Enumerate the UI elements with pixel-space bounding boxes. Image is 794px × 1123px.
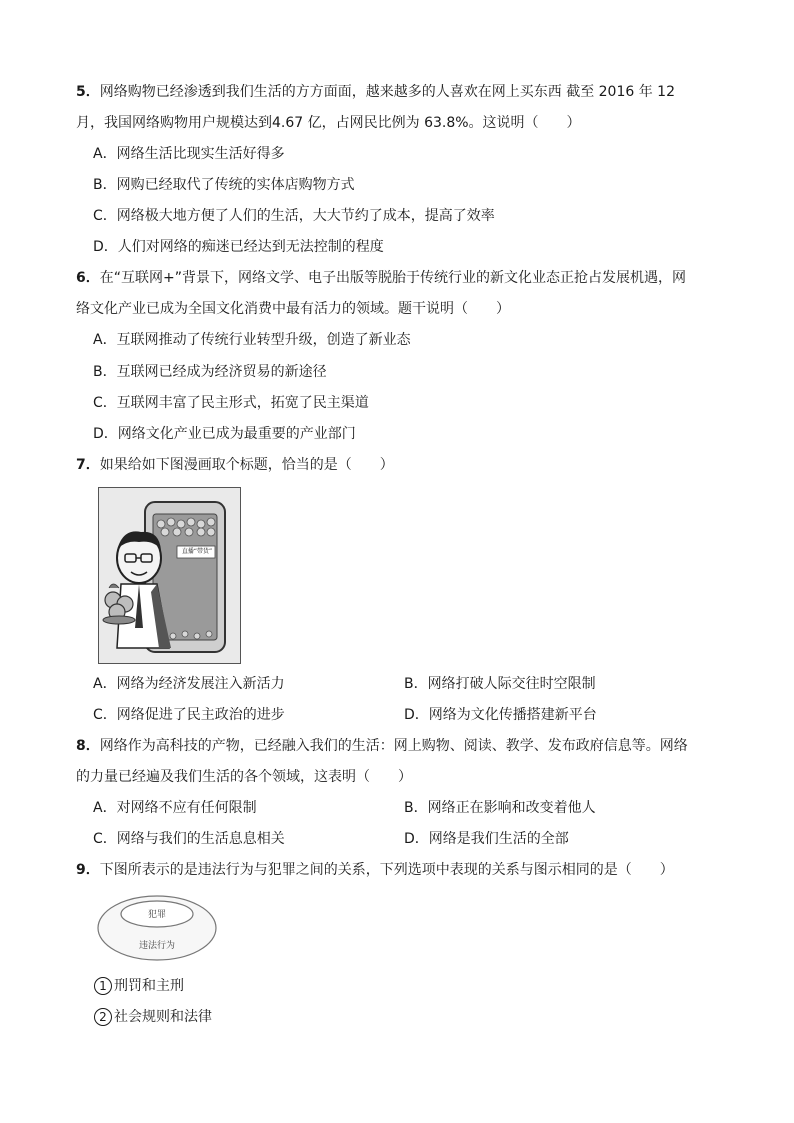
question-5-line1 xyxy=(76,82,675,102)
question-5-line2: 月，我国网络购物用户规模达到4.67 亿，占网民比例为 63.8%。这说明（ ） xyxy=(76,115,581,131)
cartoon-caption: 直播“带货” xyxy=(181,548,213,555)
question-number: 8． xyxy=(76,738,100,754)
item-text: 社会规则和法律 xyxy=(114,1009,212,1025)
q8-option-b[interactable]: B．网络正在影响和改变着他人 xyxy=(404,800,596,816)
venn-outer-label: 违法行为 xyxy=(138,941,175,951)
question-number: 6． xyxy=(76,270,100,286)
q9-item-1[interactable] xyxy=(94,976,184,996)
question-number: 5． xyxy=(76,84,100,100)
question-text: 网络购物已经渗透到我们生活的方方面面，越来越多的人喜欢在网上买东西 截至 2016 年 12 xyxy=(99,84,675,100)
question-number: 9． xyxy=(76,862,100,878)
question-9-line1 xyxy=(76,860,674,880)
q6-option-b[interactable]: B．互联网已经成为经济贸易的新途径 xyxy=(93,364,327,380)
question-text: 如果给如下图漫画取个标题，恰当的是（ ） xyxy=(99,457,394,473)
cartoon-illustration xyxy=(99,488,240,663)
q7-option-c[interactable]: C．网络促进了民主政治的进步 xyxy=(93,707,285,723)
q7-option-d[interactable]: D．网络为文化传播搭建新平台 xyxy=(404,707,597,723)
q5-option-d[interactable]: D．人们对网络的痴迷已经达到无法控制的程度 xyxy=(93,239,384,255)
q5-option-c[interactable]: C．网络极大地方便了人们的生活，大大节约了成本，提高了效率 xyxy=(93,208,495,224)
q5-option-a[interactable]: A．网络生活比现实生活好得多 xyxy=(93,146,285,162)
venn-diagram xyxy=(96,894,218,962)
q9-item-2[interactable] xyxy=(94,1007,212,1027)
q6-option-c[interactable]: C．互联网丰富了民主形式，拓宽了民主渠道 xyxy=(93,395,369,411)
q6-option-a[interactable]: A．互联网推动了传统行业转型升级，创造了新业态 xyxy=(93,332,411,348)
question-8-line1 xyxy=(76,736,688,756)
question-text: 网络作为高科技的产物，已经融入我们的生活：网上购物、阅读、教学、发布政府信息等。网络 xyxy=(99,738,688,754)
question-6-line2: 络文化产业已成为全国文化消费中最有活力的领域。题干说明（ ） xyxy=(76,301,510,317)
q7-option-a[interactable]: A．网络为经济发展注入新活力 xyxy=(93,676,285,692)
venn-inner-label: 犯罪 xyxy=(147,910,166,920)
q8-option-d[interactable]: D．网络是我们生活的全部 xyxy=(404,831,569,847)
question-7-line1 xyxy=(76,455,394,475)
question-number: 7． xyxy=(76,457,100,473)
question-8-line2: 的力量已经遍及我们生活的各个领域，这表明（ ） xyxy=(76,769,412,785)
venn-shapes xyxy=(96,894,218,962)
question-text: 在“互联网+”背景下，网络文学、电子出版等脱胎于传统行业的新文化业态正抢占发展机遇，网 xyxy=(99,270,686,286)
circled-number: 1 xyxy=(94,977,112,995)
q6-option-d[interactable]: D．网络文化产业已成为最重要的产业部门 xyxy=(93,426,356,442)
q5-option-b[interactable]: B．网购已经取代了传统的实体店购物方式 xyxy=(93,177,355,193)
q8-option-c[interactable]: C．网络与我们的生活息息相关 xyxy=(93,831,285,847)
circled-number: 2 xyxy=(94,1008,112,1026)
question-6-line1 xyxy=(76,268,686,288)
question-text: 下图所表示的是违法行为与犯罪之间的关系，下列选项中表现的关系与图示相同的是（ ） xyxy=(99,862,674,878)
cartoon-image xyxy=(98,487,241,664)
q7-option-b[interactable]: B．网络打破人际交往时空限制 xyxy=(404,676,596,692)
q8-option-a[interactable]: A．对网络不应有任何限制 xyxy=(93,800,257,816)
item-text: 刑罚和主刑 xyxy=(114,978,184,994)
